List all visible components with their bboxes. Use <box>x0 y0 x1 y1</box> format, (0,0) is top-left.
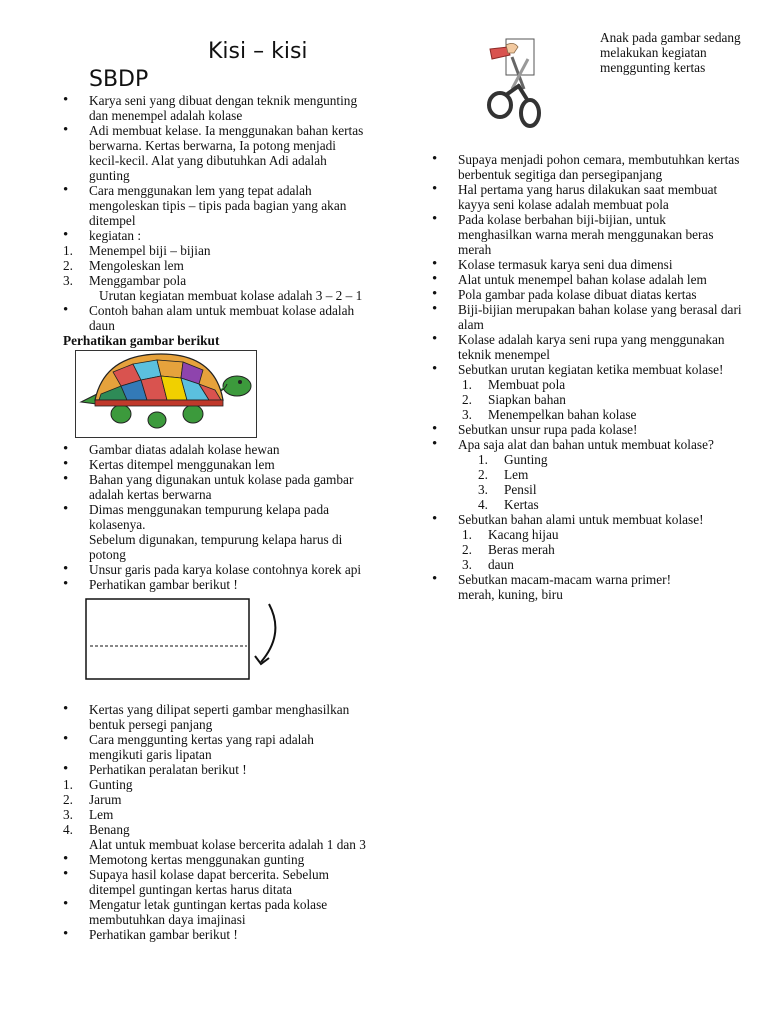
list-item: 1. Gunting <box>478 452 548 467</box>
question-list <box>63 93 368 243</box>
page-subtitle: SBDP <box>89 67 149 92</box>
list-item: • Bahan yang digunakan untuk kolase pada gambar adalah kertas berwarna <box>63 472 368 502</box>
list-item: 3. Menempelkan bahan kolase <box>462 407 637 422</box>
urutan-list <box>462 377 742 422</box>
list-item: 1. Membuat pola <box>462 377 566 392</box>
list-item: • Dimas menggunakan tempurung kelapa pada kolasenya. Sebelum digunakan, tempurung kelapa harus di potong <box>63 502 368 562</box>
question-list <box>63 303 368 333</box>
list-item: • Sebutkan bahan alami untuk membuat kolase! 1. Kacang hijau 2. Beras merah 3. daun <box>432 512 742 572</box>
list-item: • Adi membuat kelase. Ia menggunakan bahan kertas berwarna. Kertas berwarna, Ia potong menjadi kecil-kecil. Alat yang dibutuhkan Adi adalah gunting <box>63 123 368 183</box>
left-column <box>63 93 368 942</box>
list-item: 2. Siapkan bahan <box>462 392 566 407</box>
section-heading: Perhatikan gambar berikut <box>63 333 220 348</box>
list-item: • Cara menggunakan lem yang tepat adalah mengoleskan tipis – tipis pada bagian yang akan ditempel <box>63 183 368 228</box>
list-item: 1. Menempel biji – bijian <box>63 243 211 258</box>
list-item: • Pola gambar pada kolase dibuat diatas kertas <box>432 287 742 302</box>
list-item: • Supaya hasil kolase dapat bercerita. Sebelum ditempel guntingan kertas harus ditata <box>63 867 368 897</box>
list-item: 1. Kacang hijau <box>462 527 559 542</box>
turtle-collage-image-icon <box>75 350 257 438</box>
list-item: • Biji-bijian merupakan bahan kolase yang berasal dari alam <box>432 302 742 332</box>
list-item: • Pada kolase berbahan biji-bijian, untuk menghasilkan warna merah menggunakan beras merah <box>432 212 742 257</box>
question-list <box>63 702 368 777</box>
list-item: • Memotong kertas menggunakan gunting <box>63 852 368 867</box>
figure-caption: Anak pada gambar sedang melakukan kegiatan menggunting kertas <box>600 30 741 75</box>
turtle-figure <box>75 350 368 442</box>
kegiatan-steps <box>63 243 368 288</box>
list-item: • Sebutkan urutan kegiatan ketika membuat kolase! 1. Membuat pola 2. Siapkan bahan 3. Menempelkan bahan kolase <box>432 362 742 422</box>
list-item: 3. Pensil <box>478 482 537 497</box>
peralatan-list <box>63 777 368 837</box>
list-item: 2. Beras merah <box>462 542 555 557</box>
list-item: • Mengatur letak guntingan kertas pada kolase membutuhkan daya imajinasi <box>63 897 368 927</box>
list-item: • Sebutkan macam-macam warna primer! merah, kuning, biru <box>432 572 742 602</box>
right-column <box>432 152 742 602</box>
list-item: 2. Mengoleskan lem <box>63 258 184 273</box>
list-item: 3. Menggambar pola <box>63 273 187 288</box>
list-item: 2. Jarum <box>63 792 122 807</box>
list-item: • Sebutkan unsur rupa pada kolase! <box>432 422 742 437</box>
list-item: • Karya seni yang dibuat dengan teknik mengunting dan menempel adalah kolase <box>63 93 368 123</box>
list-item: • Apa saja alat dan bahan untuk membuat kolase? 1. Gunting 2. Lem 3. Pensil 4. Kertas <box>432 437 742 512</box>
folded-paper-diagram-icon <box>85 598 285 698</box>
question-list <box>63 852 368 942</box>
list-item: • Kolase termasuk karya seni dua dimensi <box>432 257 742 272</box>
list-item <box>63 228 368 243</box>
list-item: • Supaya menjadi pohon cemara, membutuhkan kertas berbentuk segitiga dan persegipanjang <box>432 152 742 182</box>
kegiatan-answer: Urutan kegiatan membuat kolase adalah 3 – 2 – 1 <box>99 288 363 303</box>
alat-list <box>478 452 742 512</box>
list-item: 3. daun <box>462 557 514 572</box>
list-item: • Perhatikan gambar berikut ! <box>63 577 368 592</box>
list-item: • Kolase adalah karya seni rupa yang menggunakan teknik menempel <box>432 332 742 362</box>
list-item: 2. Lem <box>478 467 529 482</box>
scissors-cutting-paper-icon <box>484 33 548 129</box>
alami-list <box>462 527 742 572</box>
list-item: • Contoh bahan alam untuk membuat kolase adalah daun <box>63 303 368 333</box>
paper-fold-figure <box>85 598 368 702</box>
list-item: • Hal pertama yang harus dilakukan saat membuat kayya seni kolase adalah membuat pola <box>432 182 742 212</box>
list-item: • Gambar diatas adalah kolase hewan <box>63 442 368 457</box>
list-item: 4. Kertas <box>478 497 539 512</box>
list-item: 3. Lem <box>63 807 114 822</box>
list-item: • Perhatikan gambar berikut ! <box>63 927 368 942</box>
question-list <box>63 442 368 592</box>
kegiatan-label: • kegiatan : <box>89 228 142 243</box>
page-title: Kisi – kisi <box>208 39 308 64</box>
peralatan-answer: Alat untuk membuat kolase bercerita adalah 1 dan 3 <box>89 837 366 852</box>
list-item: • Unsur garis pada karya kolase contohnya korek api <box>63 562 368 577</box>
list-item: • Kertas ditempel menggunakan lem <box>63 457 368 472</box>
list-item: • Perhatikan peralatan berikut ! <box>63 762 368 777</box>
list-item: • Alat untuk menempel bahan kolase adalah lem <box>432 272 742 287</box>
list-item: 4. Benang <box>63 822 130 837</box>
list-item: • Cara menggunting kertas yang rapi adalah mengikuti garis lipatan <box>63 732 368 762</box>
question-list <box>432 152 742 602</box>
list-item: • Kertas yang dilipat seperti gambar menghasilkan bentuk persegi panjang <box>63 702 368 732</box>
list-item: 1. Gunting <box>63 777 133 792</box>
